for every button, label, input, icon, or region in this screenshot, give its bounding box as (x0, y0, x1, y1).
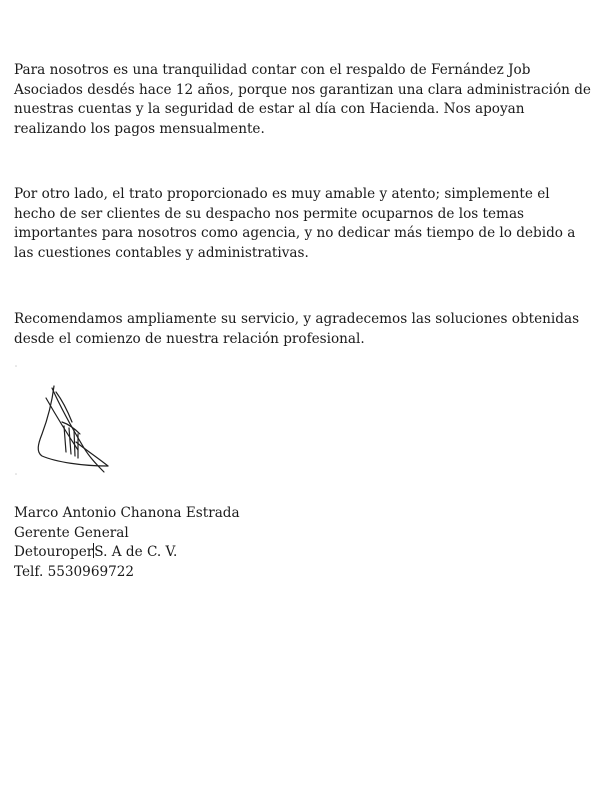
signature-block (14, 504, 240, 582)
paragraph-line: Para nosotros es una tranquilidad contar con el respaldo de Fernández Job (14, 62, 531, 78)
paragraph-line: nuestras cuentas y la seguridad de estar al día con Hacienda. Nos apoyan (14, 101, 525, 117)
paragraph-line: realizando los pagos mensualmente. (14, 120, 265, 137)
signatory-phone: Telf. 5530969722 (14, 563, 135, 580)
paragraph-line: las cuestiones contables y administrativas. (14, 244, 309, 261)
paragraph-line: Por otro lado, el trato proporcionado es muy amable y atento; simplemente el (14, 186, 550, 202)
paragraph-line: importantes para nosotros como agencia, y no dedicar más tiempo de lo debido a (14, 225, 576, 241)
signatory-title: Gerente General (14, 524, 129, 541)
paragraph-line: Recomendamos ampliamente su servicio, y agradecemos las soluciones obtenidas (14, 311, 580, 327)
company-suffix: S. A de C. V. (94, 544, 178, 560)
paragraph-line: desde el comienzo de nuestra relación profesional. (14, 330, 365, 347)
paragraph-line: Asociados desdés hace 12 años, porque nos garantizan una clara administración de (14, 81, 591, 98)
paragraph-2 (14, 185, 604, 263)
paragraph-line: hecho de ser clientes de su despacho nos permite ocuparnos de los temas (14, 205, 525, 222)
handwritten-signature-icon (12, 362, 122, 480)
company-name-part: Detouroper (14, 544, 94, 560)
signatory-company (14, 543, 240, 563)
signatory-name: Marco Antonio Chanona Estrada (14, 505, 240, 521)
paragraph-1 (14, 61, 604, 139)
paragraph-3 (14, 310, 604, 349)
